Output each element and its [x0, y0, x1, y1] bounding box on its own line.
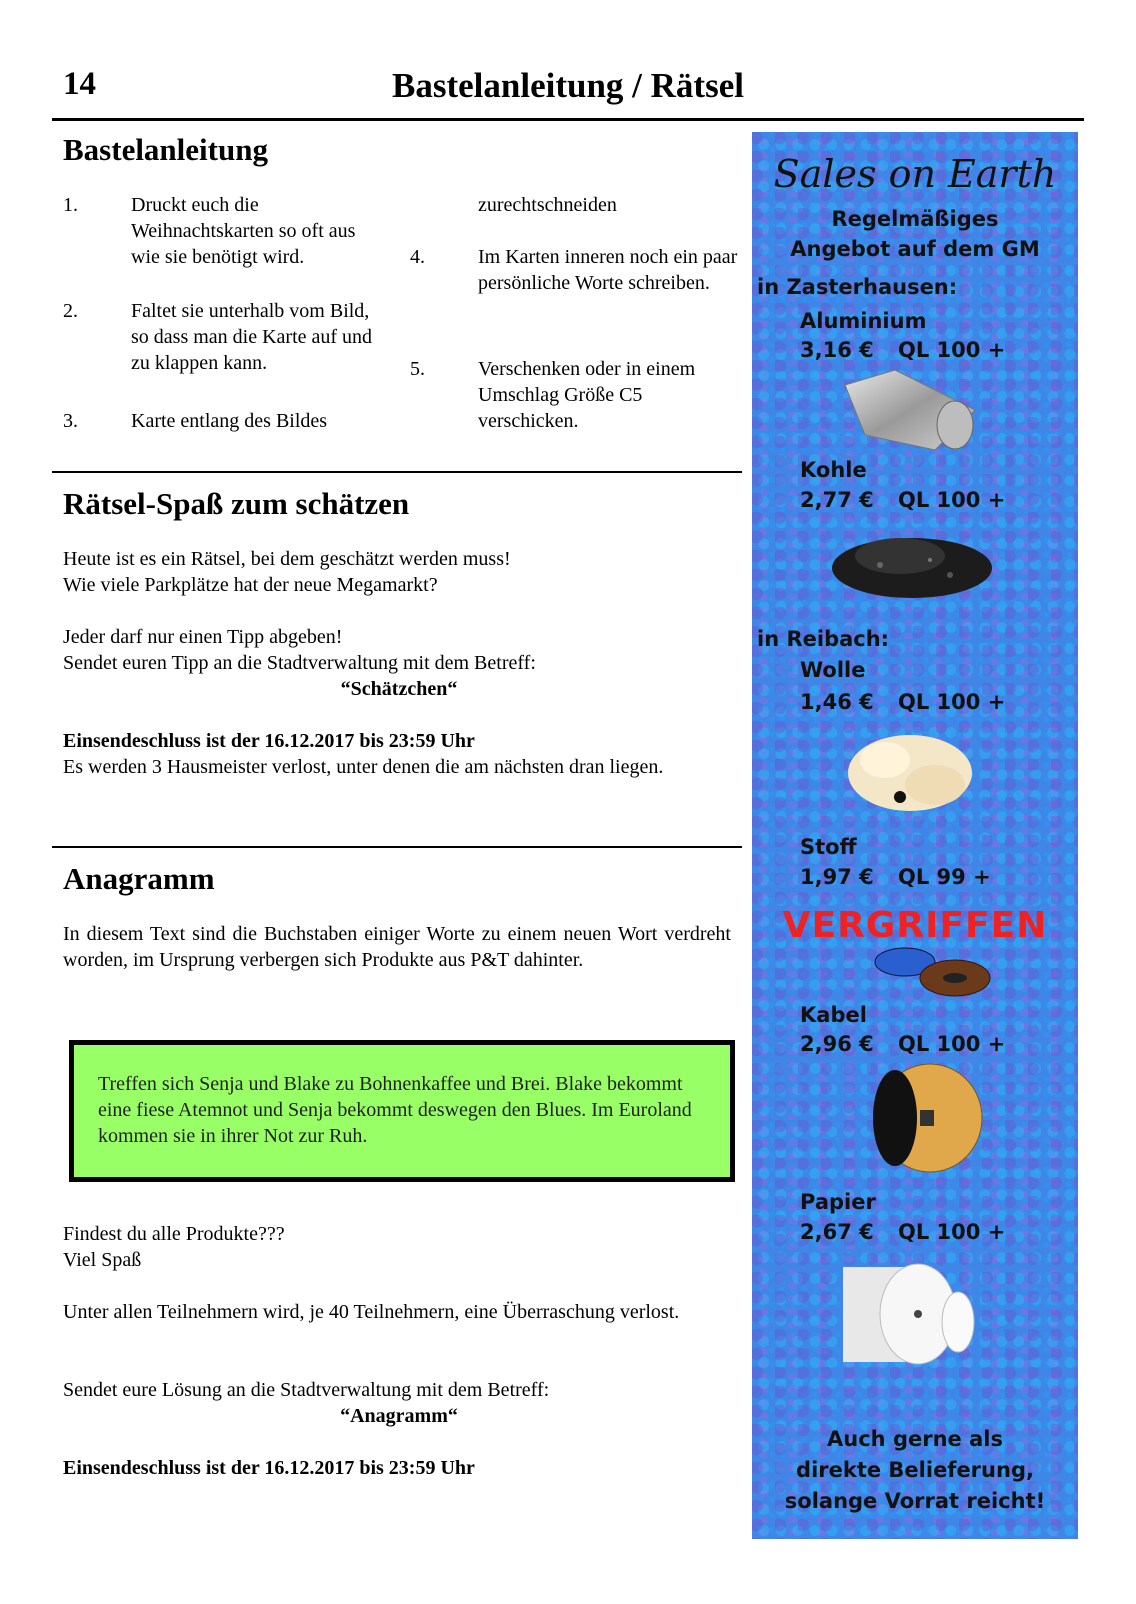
ad-product-name: Kohle	[800, 458, 867, 482]
ad-product-ql: QL 100 +	[898, 1032, 1006, 1056]
riddle-line1: Heute ist es ein Rätsel, bei dem geschätzt werden muss!	[63, 548, 511, 570]
ad-product-name: Papier	[800, 1190, 876, 1214]
craft-num-5: 5.	[410, 358, 425, 380]
craft-item-1: Druckt euch die Weihnachtskarten so oft aus wie sie benötigt wird.	[131, 194, 356, 268]
paper-rolls-image	[828, 1252, 978, 1372]
ad-title: Sales on Earth	[773, 152, 1057, 196]
ad-product-price: 2,77 €	[800, 488, 874, 512]
ad-product-price: 3,16 €	[800, 338, 874, 362]
craft-num-2: 2.	[63, 300, 78, 322]
ad-footer-line3: solange Vorrat reicht!	[784, 1489, 1046, 1513]
ad-line2: Angebot auf dem GM	[790, 237, 1040, 261]
craft-item-3-cont: zurechtschneiden	[478, 194, 617, 216]
header-rule	[52, 118, 1084, 121]
ad-product-ql: QL 99 +	[898, 865, 991, 889]
anagram-prize: Unter allen Teilnehmern wird, je 40 Teilnehmern, eine Überraschung verlost.	[63, 1301, 680, 1323]
craft-item-2: Faltet sie unterhalb vom Bild, so dass man die Karte auf und zu klappen kann.	[131, 300, 373, 374]
ad-product-price: 1,97 €	[800, 865, 874, 889]
anagram-box-text: Treffen sich Senja und Blake zu Bohnenkaffee und Brei. Blake bekommt eine fiese Atemnot und Senja bekommt deswegen den Blues. Im Euroland kommen sie in ihrer Not zur Ruh.	[98, 1073, 692, 1147]
ad-product-price: 1,46 €	[800, 690, 874, 714]
ad-footer-line1: Auch gerne als	[827, 1427, 1003, 1451]
craft-item-4: Im Karten inneren noch ein paar persönliche Worte schreiben.	[478, 246, 738, 294]
fabric-rolls-image	[870, 940, 1000, 1000]
aluminium-foil-image	[835, 365, 985, 455]
anagram-deadline: Einsendeschluss ist der 16.12.2017 bis 23:59 Uhr	[63, 1457, 475, 1479]
ad-product-name: Wolle	[800, 658, 866, 682]
anagram-send: Sendet eure Lösung an die Stadtverwaltung mit dem Betreff:	[63, 1379, 550, 1401]
ad-product-price: 2,67 €	[800, 1220, 874, 1244]
riddle-subject: “Schätzchen“	[340, 678, 458, 700]
ad-product-price: 2,96 €	[800, 1032, 874, 1056]
craft-num-1: 1.	[63, 194, 78, 216]
soldout-label: VERGRIFFEN	[782, 905, 1048, 946]
page-title: Bastelanleitung / Rätsel	[392, 66, 744, 105]
craft-num-3: 3.	[63, 410, 78, 432]
section-divider	[52, 471, 742, 473]
page-number: 14	[63, 66, 96, 102]
craft-item-3: Karte entlang des Bildes	[131, 410, 328, 432]
ad-product-ql: QL 100 +	[898, 488, 1006, 512]
ad-product-ql: QL 100 +	[898, 690, 1006, 714]
riddle-line2: Wie viele Parkplätze hat der neue Megamarkt?	[63, 574, 438, 596]
coal-pile-image	[830, 520, 995, 600]
anagram-find: Findest du alle Produkte???	[63, 1223, 285, 1245]
ad-location-zasterhausen: in Zasterhausen:	[757, 275, 958, 299]
craft-item-5: Verschenken oder in einem Umschlag Größe C5 verschicken.	[478, 358, 696, 432]
riddle-deadline: Einsendeschluss ist der 16.12.2017 bis 23:59 Uhr	[63, 730, 475, 752]
wool-image	[840, 725, 980, 825]
craft-heading: Bastelanleitung	[63, 132, 268, 167]
ad-footer-line2: direkte Belieferung,	[796, 1458, 1034, 1482]
anagram-intro: In diesem Text sind die Buchstaben einiger Worte zu einem neuen Wort verdreht worden, im Ursprung verbergen sich Produkte aus P&T dahinter.	[63, 923, 731, 971]
anagram-subject: “Anagramm“	[340, 1405, 458, 1427]
cable-reel-image	[860, 1060, 985, 1175]
anagram-fun: Viel Spaß	[63, 1249, 142, 1271]
craft-num-4: 4.	[410, 246, 425, 268]
anagram-heading: Anagramm	[63, 861, 215, 896]
riddle-line3: Jeder darf nur einen Tipp abgeben!	[63, 626, 343, 648]
ad-product-name: Stoff	[800, 835, 857, 859]
ad-product-name: Kabel	[800, 1003, 867, 1027]
ad-product-ql: QL 100 +	[898, 1220, 1006, 1244]
ad-product-ql: QL 100 +	[898, 338, 1006, 362]
riddle-heading: Rätsel-Spaß zum schätzen	[63, 486, 410, 521]
ad-location-reibach: in Reibach:	[757, 627, 890, 651]
ad-line1: Regelmäßiges	[831, 207, 999, 231]
riddle-prize: Es werden 3 Hausmeister verlost, unter denen die am nächsten dran liegen.	[63, 756, 664, 778]
ad-product-name: Aluminium	[800, 309, 927, 333]
riddle-line4: Sendet euren Tipp an die Stadtverwaltung mit dem Betreff:	[63, 652, 536, 674]
section-divider	[52, 846, 742, 848]
